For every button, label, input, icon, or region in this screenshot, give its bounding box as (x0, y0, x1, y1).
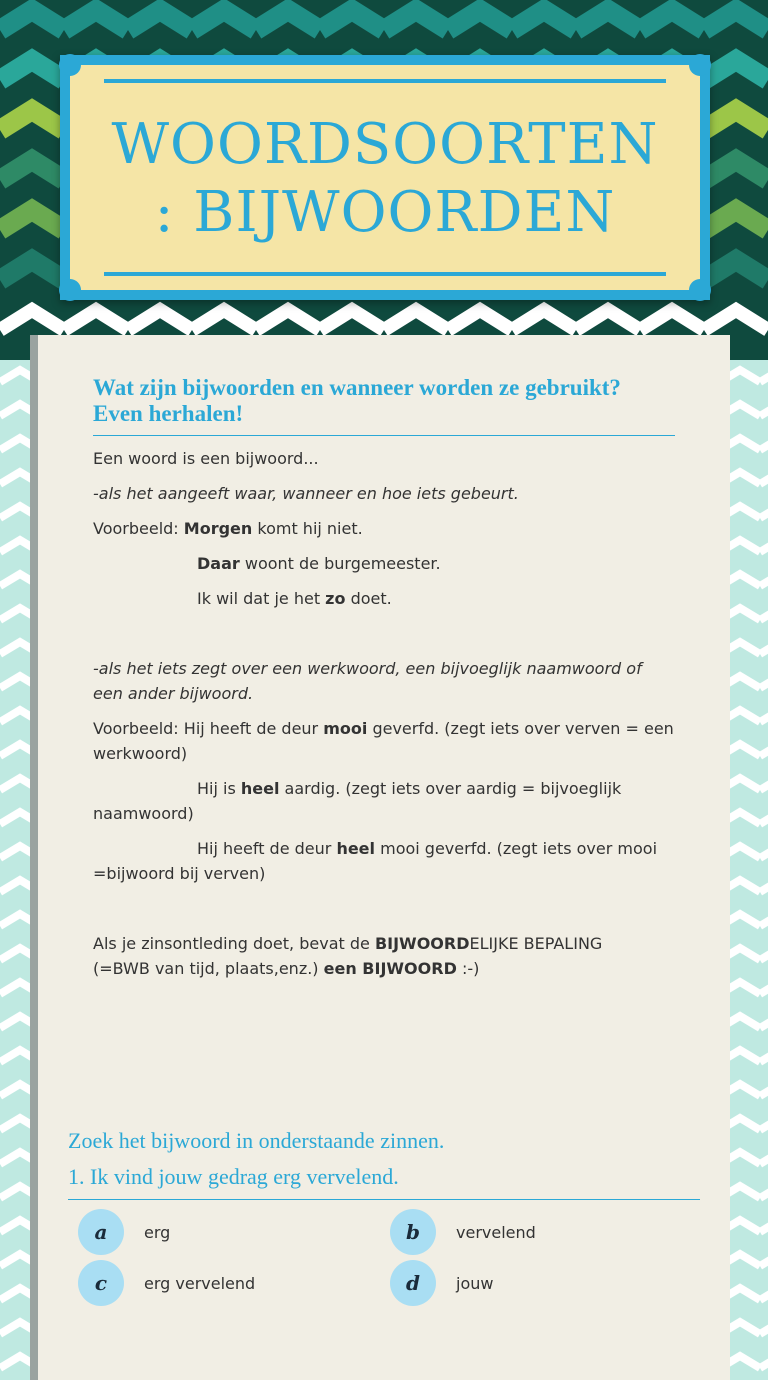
corner-decoration (689, 279, 711, 301)
example-1 (93, 516, 675, 541)
example-4 (93, 716, 675, 766)
page-title-line2: : BIJWOORDEN (154, 180, 616, 245)
note-bold-1: BIJWOORD (374, 934, 470, 953)
page-title-line1: WOORDSOORTEN (111, 112, 659, 177)
heading-divider (93, 435, 675, 436)
example-4-rest: geverfd. (zegt iets over verven = een werkwoord) (93, 719, 674, 763)
answer-options (78, 1209, 698, 1319)
rule-1-text: -als het aangeeft waar, wanneer en hoe iets gebeurt. (93, 484, 519, 503)
option-label: erg vervelend (144, 1273, 256, 1293)
question-divider (68, 1199, 700, 1200)
corner-decoration (59, 54, 81, 76)
rule-2-text: -als het iets zegt over een werkwoord, een bijvoeglijk naamwoord of een ander bijwoord. (93, 659, 642, 703)
option-letter-badge: d (390, 1260, 436, 1306)
option-letter-badge: a (78, 1209, 124, 1255)
example-5-adverb: heel (240, 779, 280, 798)
note-bold-2: een BIJWOORD (323, 959, 457, 978)
answer-option-d[interactable] (390, 1260, 493, 1306)
corner-decoration (689, 54, 711, 76)
section-heading: Wat zijn bijwoorden en wanneer worden ze gebruikt? Even herhalen! (93, 375, 621, 426)
option-label: jouw (456, 1273, 494, 1293)
example-4-adverb: mooi (323, 719, 368, 738)
title-rule-bottom (104, 272, 666, 276)
option-letter-badge: b (390, 1209, 436, 1255)
example-1-adverb: Morgen (183, 519, 253, 538)
note-pre: Als je zinsontleding doet, bevat de (93, 934, 375, 953)
option-label: erg (144, 1222, 171, 1242)
example-3 (93, 586, 675, 611)
note-mid: ELIJKE BEPALING (469, 934, 603, 953)
question-section (68, 1123, 700, 1200)
content-paper (38, 335, 730, 1380)
example-5-rest-a: aardig. (zegt iets over aardig = bijvoeglijk (279, 779, 622, 798)
example-2-adverb: Daar (197, 554, 240, 573)
example-5-pre: Hij is (197, 779, 241, 798)
question-sentence: 1. Ik vind jouw gedrag erg vervelend. (68, 1164, 399, 1189)
answer-option-a[interactable] (78, 1209, 170, 1255)
example-1-prefix: Voorbeeld: (93, 519, 184, 538)
example-6-rest-a: mooi geverfd. (zegt iets over mooi (375, 839, 658, 858)
option-label: vervelend (456, 1222, 536, 1242)
example-4-pre: Voorbeeld: Hij heeft de deur (93, 719, 324, 738)
answer-option-b[interactable] (390, 1209, 536, 1255)
example-6 (93, 836, 675, 886)
example-5-rest-b: naamwoord) (93, 804, 194, 823)
answer-option-c[interactable] (78, 1260, 255, 1306)
example-3-adverb: zo (325, 589, 346, 608)
note-line2-pre: (=BWB van tijd, plaats,enz.) (93, 959, 324, 978)
note-end: :-) (456, 959, 480, 978)
example-6-rest-b: =bijwoord bij verven) (93, 864, 266, 883)
example-3-rest: doet. (345, 589, 392, 608)
page-title (90, 111, 680, 247)
grammar-note (93, 931, 675, 981)
example-1-rest: komt hij niet. (252, 519, 363, 538)
explanation-section (93, 375, 675, 981)
example-6-adverb: heel (336, 839, 376, 858)
title-rule-top (104, 79, 666, 83)
example-2-rest: woont de burgemeester. (239, 554, 441, 573)
example-2 (93, 551, 675, 576)
corner-decoration (59, 279, 81, 301)
title-card-inner (70, 65, 700, 290)
example-5 (93, 776, 675, 826)
option-letter-badge: c (78, 1260, 124, 1306)
example-6-pre: Hij heeft de deur (197, 839, 337, 858)
title-card (60, 55, 710, 300)
intro-text: Een woord is een bijwoord... (93, 449, 319, 468)
explanation-body (93, 446, 675, 981)
question-title: Zoek het bijwoord in onderstaande zinnen. (68, 1128, 445, 1153)
example-3-pre: Ik wil dat je het (197, 589, 326, 608)
